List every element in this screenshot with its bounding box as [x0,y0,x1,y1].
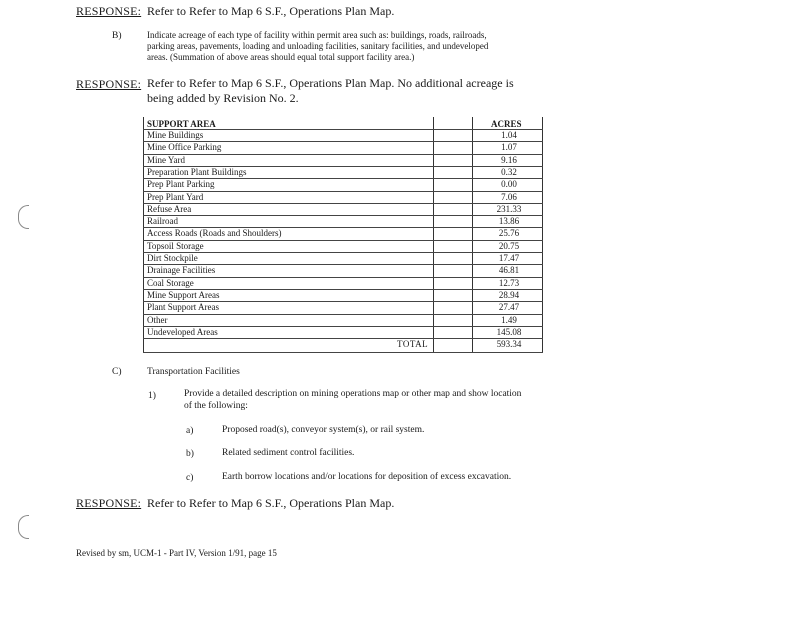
support-area-acres: 0.32 [501,166,517,177]
support-area-acres: 9.16 [501,154,517,165]
support-area-acres: 7.06 [501,191,517,202]
support-area-name: Topsoil Storage [147,240,204,251]
table-row [143,129,543,141]
item-c1-line-2: of the following: [184,401,248,411]
support-area-acres: 20.75 [498,240,520,251]
support-area-name: Prep Plant Parking [147,179,215,190]
page-footer: Revised by sm, UCM-1 - Part IV, Version 1/91, page 15 [76,548,277,558]
table-row [143,314,543,326]
table-row [143,277,543,289]
support-area-name: Drainage Facilities [147,265,216,276]
support-area-acres: 28.94 [498,289,520,300]
response-text-3: Refer to Refer to Map 6 S.F., Operations Plan Map. [147,496,395,510]
item-c1a-text: Proposed road(s), conveyor system(s), or rail system. [222,425,425,435]
table-row [143,178,543,190]
table-header-support-area: SUPPORT AREA [147,119,216,129]
support-area-acres: 1.49 [501,314,517,325]
item-c1a-marker: a) [186,426,194,436]
item-c-title: Transportation Facilities [147,367,240,377]
table-row [143,264,543,276]
item-b-line-3: areas. (Summation of above areas should equal total support facility area.) [147,52,415,62]
table-row [143,203,543,215]
table-row [143,141,543,153]
support-area-acres: 17.47 [498,253,520,263]
table-row [143,191,543,203]
support-area-acres: 145.08 [496,326,522,337]
table-row [143,227,543,239]
table-row [143,166,543,178]
support-area-name: Preparation Plant Buildings [147,166,247,177]
item-b-marker: B) [112,31,122,41]
table-row [143,326,543,338]
table-row [143,215,543,227]
support-area-name: Prep Plant Yard [147,191,204,202]
table-header-acres: ACRES [491,119,522,129]
support-area-acres: 25.76 [498,228,520,239]
support-area-name: Coal Storage [147,277,194,288]
support-area-name: Access Roads (Roads and Shoulders) [147,228,282,239]
table-row [143,240,543,252]
table-row [143,154,543,166]
total-value: 593.34 [496,339,522,349]
support-area-acres: 46.81 [498,265,520,276]
item-c1b-marker: b) [186,449,194,459]
support-area-name: Plant Support Areas [147,302,219,313]
support-area-acres: 13.86 [498,216,520,227]
binder-hole-mark [18,205,29,229]
total-label: TOTAL [397,339,429,349]
item-c1-marker: 1) [148,391,156,401]
table-total-row [143,338,543,350]
response-label-1: RESPONSE: [76,4,142,18]
support-area-table [143,117,543,353]
support-area-acres: 1.04 [501,130,517,140]
support-area-acres: 1.07 [501,142,517,153]
item-c-marker: C) [112,367,122,377]
support-area-acres: 231.33 [496,203,522,214]
table-row [143,252,543,264]
support-area-name: Other [147,314,168,325]
binder-hole-mark [18,515,29,539]
support-area-acres: 12.73 [498,277,520,288]
item-c1c-text: Earth borrow locations and/or locations for deposition of excess excavation. [222,472,512,482]
support-area-acres: 27.47 [498,302,520,313]
support-area-name: Undeveloped Areas [147,326,218,337]
response-label-2: RESPONSE: [76,77,142,91]
table-row [143,301,543,313]
response-text-2-line-1: Refer to Refer to Map 6 S.F., Operations Plan Map. No additional acreage is [147,76,514,90]
item-b-line-1: Indicate acreage of each type of facility within permit area such as: buildings, roads, railroads, [147,30,487,40]
support-area-name: Railroad [147,216,178,227]
support-area-name: Refuse Area [147,203,192,214]
support-area-name: Mine Yard [147,154,186,165]
response-label-3: RESPONSE: [76,496,142,510]
item-c1c-marker: c) [186,473,194,483]
item-c1b-text: Related sediment control facilities. [222,448,355,458]
support-area-acres: 0.00 [501,179,517,190]
support-area-name: Mine Office Parking [147,142,222,153]
response-text-1: Refer to Refer to Map 6 S.F., Operations Plan Map. [147,4,395,18]
support-area-name: Dirt Stockpile [147,253,198,263]
response-text-2-line-2: being added by Revision No. 2. [147,91,299,105]
support-area-name: Mine Buildings [147,130,204,140]
table-row [143,289,543,301]
support-area-name: Mine Support Areas [147,289,220,300]
item-c1-line-1: Provide a detailed description on mining operations map or other map and show location [184,389,522,399]
item-b-line-2: parking areas, pavements, loading and unloading facilities, sanitary facilities, and undeveloped [147,41,489,51]
